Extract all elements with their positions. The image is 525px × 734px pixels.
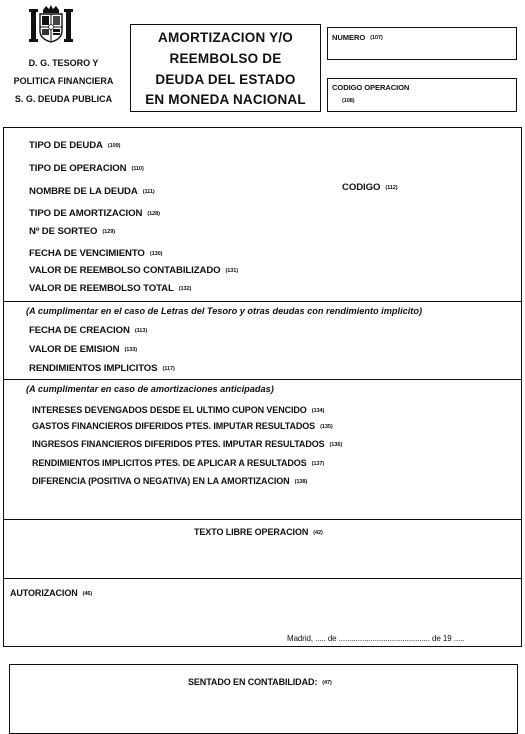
section-letras-note: (A cumplimentar en el caso de Letras del Tesoro y otras deudas con rendimiento implícito) xyxy=(26,306,423,316)
field-intereses-devengados[interactable]: INTERESES DEVENGADOS DESDE EL ULTIMO CUPON VENCIDO (134) xyxy=(32,405,325,415)
coat-of-arms-icon xyxy=(28,3,74,45)
field-tipo-de-deuda[interactable]: TIPO DE DEUDA (109) xyxy=(29,140,121,151)
field-tipo-de-operacion[interactable]: TIPO DE OPERACION (110) xyxy=(29,163,144,174)
sentado-en-contabilidad-box[interactable] xyxy=(9,664,518,734)
divider-line xyxy=(4,519,521,520)
field-valor-reembolso-total[interactable]: VALOR DE REEMBOLSO TOTAL (132) xyxy=(29,283,192,294)
codigo-operacion-label: CODIGO OPERACION xyxy=(332,83,410,92)
codigo-operacion-field-box[interactable] xyxy=(327,78,517,112)
divider-line xyxy=(4,379,521,380)
section-anticipadas-note: (A cumplimentar en caso de amortizaciones anticipadas) xyxy=(26,384,274,394)
field-nombre-de-la-deuda[interactable]: NOMBRE DE LA DEUDA (111) xyxy=(29,186,155,197)
field-fecha-de-vencimiento[interactable]: FECHA DE VENCIMIENTO (130) xyxy=(29,248,163,259)
codigo-operacion-code: (108) xyxy=(342,98,355,104)
organization-box xyxy=(3,50,124,114)
org-line: S. G. DEUDA PUBLICA xyxy=(14,94,113,104)
field-rendimientos-implicitos[interactable]: RENDIMIENTOS IMPLICITOS (117) xyxy=(29,363,175,374)
main-form-box xyxy=(3,127,522,647)
numero-label: NUMERO (107) xyxy=(332,33,383,42)
field-fecha-de-creacion[interactable]: FECHA DE CREACION (113) xyxy=(29,325,148,336)
field-rendimientos-implicitos-ptes[interactable]: RENDIMIENTOS IMPLICITOS PTES. DE APLICAR A RESULTADOS (137) xyxy=(32,458,325,468)
field-autorizacion[interactable]: AUTORIZACION (46) xyxy=(10,588,93,598)
field-texto-libre-operacion[interactable]: TEXTO LIBRE OPERACION (42) xyxy=(194,527,323,537)
field-diferencia-amortizacion[interactable]: DIFERENCIA (POSITIVA O NEGATIVA) EN LA AMORTIZACION (138) xyxy=(32,476,308,486)
field-gastos-financieros-diferidos[interactable]: GASTOS FINANCIEROS DIFERIDOS PTES. IMPUTAR RESULTADOS (135) xyxy=(32,421,333,431)
divider-line xyxy=(4,301,521,302)
title-line: DEUDA DEL ESTADO xyxy=(155,72,296,87)
org-line: POLITICA FINANCIERA xyxy=(13,76,114,86)
field-tipo-de-amortizacion[interactable]: TIPO DE AMORTIZACION (128) xyxy=(29,208,160,219)
divider-line xyxy=(4,578,521,579)
field-valor-reembolso-contabilizado[interactable]: VALOR DE REEMBOLSO CONTABILIZADO (131) xyxy=(29,265,239,276)
field-valor-de-emision[interactable]: VALOR DE EMISION (133) xyxy=(29,344,137,355)
title-line: EN MONEDA NACIONAL xyxy=(145,92,306,107)
field-ingresos-financieros-diferidos[interactable]: INGRESOS FINANCIEROS DIFERIDOS PTES. IMPUTAR RESULTADOS (136) xyxy=(32,439,343,449)
title-line: REEMBOLSO DE xyxy=(169,51,282,66)
numero-field-box[interactable] xyxy=(327,27,517,60)
field-numero-de-sorteo[interactable]: Nº DE SORTEO (129) xyxy=(29,226,115,237)
org-line: D. G. TESORO Y xyxy=(28,58,99,68)
signature-date-line[interactable]: Madrid, ..... de ........................................... de 19 ..... xyxy=(287,634,465,643)
title-line: AMORTIZACION Y/O xyxy=(158,30,293,45)
sentado-label: SENTADO EN CONTABILIDAD: (47) xyxy=(188,677,332,687)
document-title-box xyxy=(130,24,321,112)
field-codigo[interactable]: CODIGO (112) xyxy=(342,182,398,193)
